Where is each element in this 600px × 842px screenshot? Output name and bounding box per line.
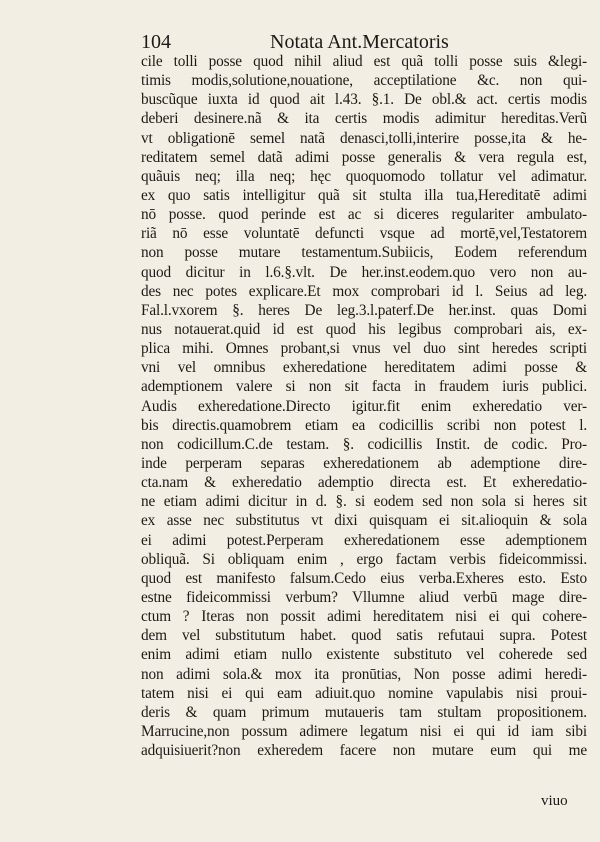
text-line: enim adimi etiam nullo existente substituto vel coherede sed bbox=[141, 646, 587, 664]
text-line: Fal.l.vxorem §. heres De leg.3.l.paterf.De her.inst. quas Domi bbox=[141, 301, 587, 319]
text-line: Audis exheredatione.Directo igitur.fit enim exheredatio ver- bbox=[141, 397, 587, 415]
text-line: quod est manifesto falsum.Cedo eius verba.Exheres esto. Esto bbox=[141, 569, 587, 587]
text-line: nō posse. quod perinde est ac si diceres regulariter ambulato- bbox=[141, 206, 587, 224]
text-line: vt obligationē semel natã denasci,tolli,interire posse,ita & he- bbox=[141, 129, 587, 147]
text-line: ne etiam adimi dicitur in d. §. si eodem sed non sola si heres sit bbox=[141, 493, 587, 511]
text-line: deris & quam primum mutaueris tam stultam propositionem. bbox=[141, 703, 587, 721]
text-line: bis directis.quamobrem etiam ea codicillis scribi non potest l. bbox=[141, 416, 587, 434]
text-line: quod dicitur in l.6.§.vlt. De her.inst.eodem.quo vero non au- bbox=[141, 263, 587, 281]
text-line: Marrucine,non possum adimere legatum nisi ei qui id iam sibi bbox=[141, 722, 587, 740]
text-line: estne fideicommissi verbum? Vllumne aliud verbū mage dire- bbox=[141, 588, 587, 606]
text-line: buscũque iuxta id quod ait l.43. §.1. De obl.& act. certis modis bbox=[141, 91, 587, 109]
text-line: ei adimi potest.Perperam exheredationem esse ademptionem bbox=[141, 531, 587, 549]
text-line: non codicillum.C.de testam. §. codicillis Instit. de codic. Pro- bbox=[141, 435, 587, 453]
text-line: adquisiuerit?non exheredem facere non mutare eum qui me bbox=[141, 742, 587, 760]
text-line: vni vel omnibus exheredatione hereditatem adimi posse & bbox=[141, 359, 587, 377]
text-line: deberi desinere.nã & ita certis modis adimitur hereditas.Verũ bbox=[141, 110, 587, 128]
text-line: reditatem semel datã adimi posse generalis & vera regula est, bbox=[141, 148, 587, 166]
text-line: dem vel substitutum habet. quod satis refutaui supra. Potest bbox=[141, 627, 587, 645]
text-line: inde perperam separas exheredationem ab ademptione dire- bbox=[141, 454, 587, 472]
text-line: ex quo satis intelligitur quã sit stulta illa tua,Hereditatē adimi bbox=[141, 186, 587, 204]
catchword: viuo bbox=[541, 793, 568, 809]
text-line: nus notauerat.quid id est quod his legibus comprobari ais, ex- bbox=[141, 320, 587, 338]
text-line: ex asse nec substitutus vt dixi quisquam ei sit.alioquin & sola bbox=[141, 512, 587, 530]
text-line: cta.nam & exheredatio ademptio directa est. Et exheredatio- bbox=[141, 474, 587, 492]
text-line: ademptionem valere si non sit facta in fraudem iuris publici. bbox=[141, 378, 587, 396]
text-line: quãuis neq; illa neq; hęc quoquomodo tollatur vel adimatur. bbox=[141, 167, 587, 185]
text-line: cile tolli posse quod nihil aliud est quã tolli posse suis &legi- bbox=[141, 53, 587, 70]
running-title: Notata Ant.Mercatoris bbox=[270, 31, 449, 53]
text-line: ctum ? Iteras non possit adimi hereditatem nisi ei qui cohere- bbox=[141, 608, 587, 626]
text-line: non adimi sola.& mox ita pronūtias, Non posse adimi heredi- bbox=[141, 665, 587, 683]
text-line: tatem nisi ei qui eam adiuit.quo nomine vapulabis nisi proui- bbox=[141, 684, 587, 702]
text-line: riã nō esse voluntatē defuncti vsque ad mortē,vel,Testatorem bbox=[141, 225, 587, 243]
text-line: des nec potes explicare.Et mox comprobari id l. Seius ad leg. bbox=[141, 282, 587, 300]
text-line: timis modis,solutione,nouatione, acceptilatione &c. non qui- bbox=[141, 72, 587, 90]
text-line: non posse mutare testamentum.Subiicis, Eodem referendum bbox=[141, 244, 587, 262]
body-text bbox=[141, 52, 587, 760]
page-number: 104 bbox=[141, 31, 171, 53]
text-line: plica mihi. Omnes probant,si vnus vel duo sint heredes scripti bbox=[141, 340, 587, 358]
text-line: obliquã. Si obliquam enim , ergo factam verbis fideicommissi. bbox=[141, 550, 587, 568]
page-header bbox=[141, 30, 471, 54]
